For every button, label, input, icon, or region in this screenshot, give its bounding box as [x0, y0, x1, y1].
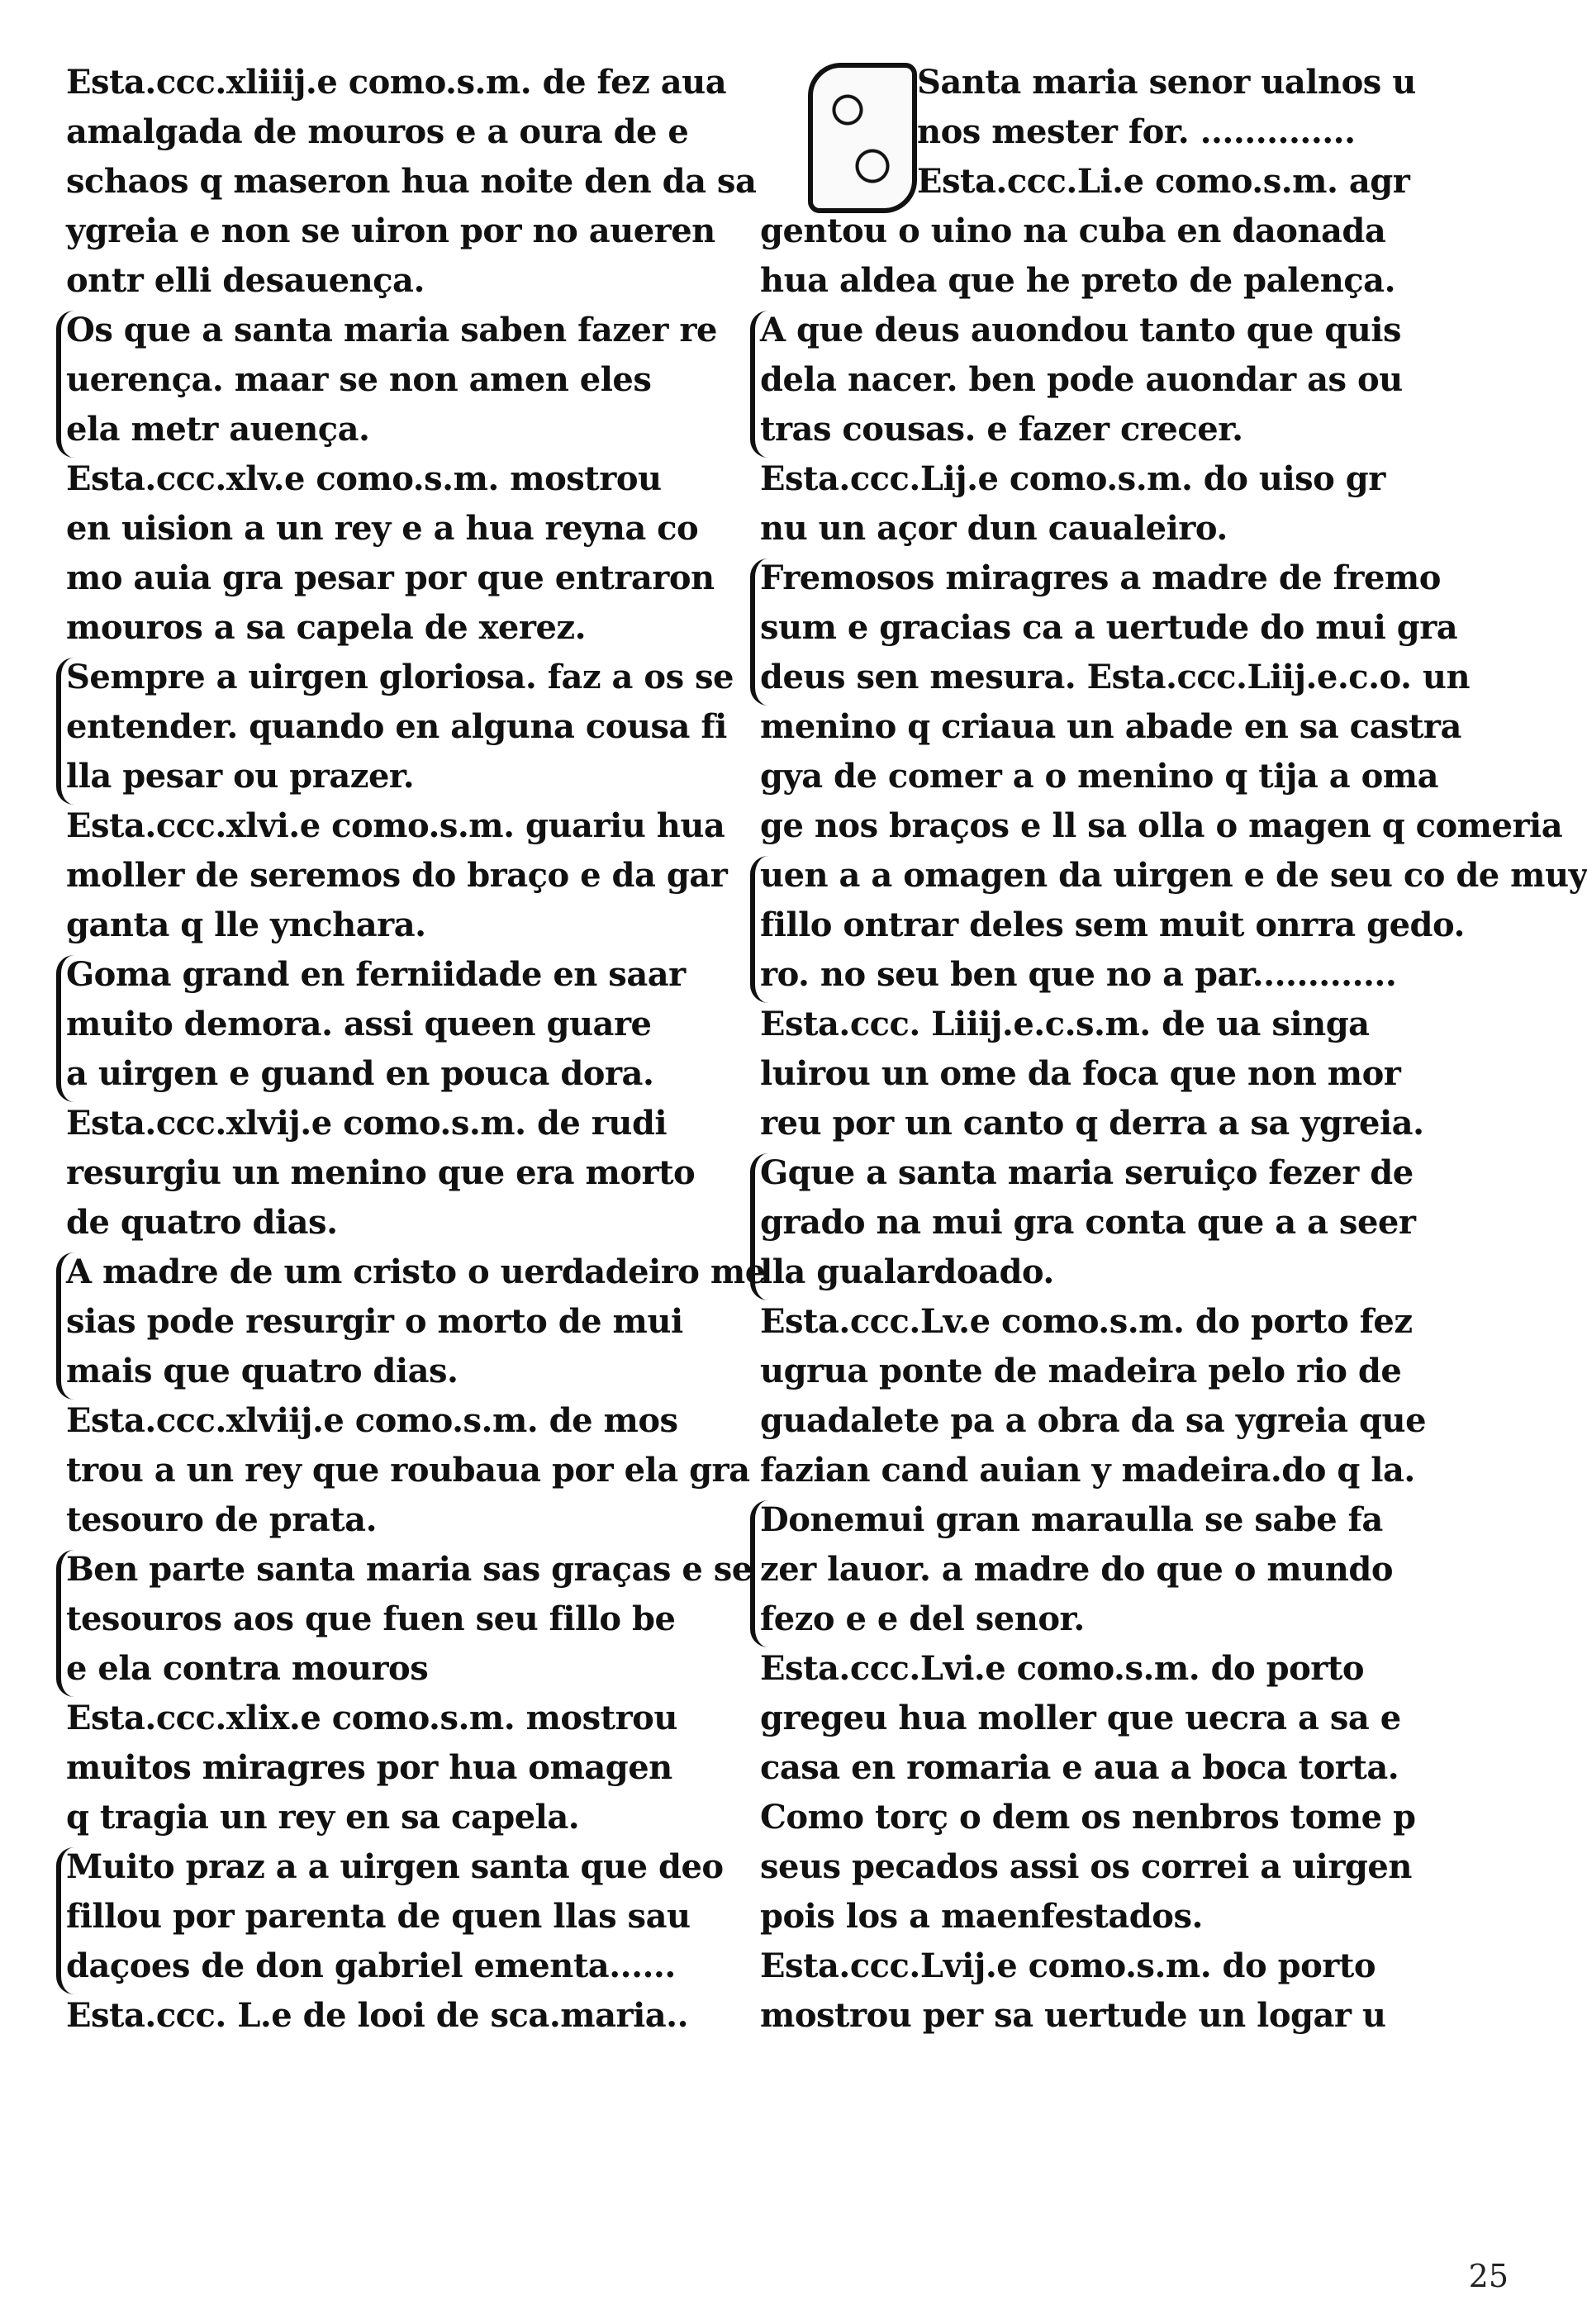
text-line: moller de seremos do braço e da gar — [66, 856, 728, 895]
text-line: uerença. maar se non amen eles — [66, 360, 652, 399]
text-line: menino q criaua un abade en sa castra — [760, 707, 1461, 746]
text-line: schaos q maseron hua noite den da sa — [66, 162, 757, 201]
text-line: gya de comer a o menino q tija a oma — [760, 757, 1439, 796]
text-line: Muito praz a a uirgen santa que deo — [66, 1842, 744, 1892]
text-line: lla gualardoado. — [760, 1252, 1054, 1291]
text-line: Esta.ccc.xlviij.e como.s.m. de mos — [66, 1401, 678, 1440]
text-line: ygreia e non se uiron por no aueren — [66, 211, 715, 250]
text-line: nos mester for. .............. — [917, 112, 1356, 151]
text-line: ela metr auença. — [66, 410, 370, 449]
text-line: deus sen mesura. Esta.ccc.Liij.e.c.o. un — [760, 658, 1471, 696]
text-line: mais que quatro dias. — [66, 1352, 459, 1390]
text-line: e ela contra mouros — [66, 1649, 429, 1688]
text-line: q tragia un rey en sa capela. — [66, 1798, 580, 1837]
text-line: Sempre a uirgen gloriosa. faz a os se — [66, 653, 744, 702]
page-number: 25 — [1468, 2258, 1509, 2294]
text-line: tesouro de prata. — [66, 1500, 378, 1539]
text-line: ro. no seu ben que no a par............. — [760, 955, 1397, 994]
text-line: Santa maria senor ualnos u — [917, 63, 1416, 102]
text-line: Esta.ccc.Lv.e como.s.m. do porto fez — [760, 1302, 1413, 1341]
text-line: Esta.ccc. Liiij.e.c.s.m. de ua singa — [760, 1005, 1370, 1043]
text-line: tras cousas. e fazer crecer. — [760, 410, 1243, 449]
text-line: ontr elli desauença. — [66, 261, 425, 300]
text-line: Esta.ccc.Lij.e como.s.m. do uiso gr — [760, 459, 1385, 498]
text-line: Esta.ccc.Lvij.e como.s.m. do porto — [760, 1946, 1376, 1985]
text-line: Esta.ccc.xlix.e como.s.m. mostrou — [66, 1699, 677, 1737]
text-line: A madre de um cristo o uerdadeiro me — [66, 1248, 744, 1297]
text-line: zer lauor. a madre do que o mundo — [760, 1550, 1394, 1589]
text-line: amalgada de mouros e a oura de e — [66, 112, 689, 151]
text-line: luirou un ome da foca que non mor — [760, 1054, 1401, 1093]
text-line: Esta.ccc. L.e de looi de sca.maria.. — [66, 1996, 689, 2035]
text-line: Esta.ccc.xlvij.e como.s.m. de rudi — [66, 1104, 668, 1143]
text-line: seus pecados assi os correi a uirgen — [760, 1847, 1412, 1886]
text-line: reu por un canto q derra a sa ygreia. — [760, 1104, 1424, 1143]
text-line: hua aldea que he preto de palença. — [760, 261, 1395, 300]
text-line: lla pesar ou prazer. — [66, 757, 415, 796]
text-line: Esta.ccc.Lvi.e como.s.m. do porto — [760, 1649, 1365, 1688]
text-line: en uision a un rey e a hua reyna co — [66, 509, 699, 548]
text-line: muitos miragres por hua omagen — [66, 1748, 672, 1787]
text-line: A que deus auondou tanto que quis — [760, 306, 1437, 355]
text-line: fillo ontrar deles sem muit onrra gedo. — [760, 905, 1465, 944]
text-line: ugrua ponte de madeira pelo rio de — [760, 1352, 1402, 1390]
text-line: casa en romaria e aua a boca torta. — [760, 1748, 1399, 1787]
text-line: entender. quando en alguna cousa fi — [66, 707, 727, 746]
text-line: mo auia gra pesar por que entraron — [66, 558, 715, 597]
text-line: Esta.ccc.xlv.e como.s.m. mostrou — [66, 459, 662, 498]
text-line: Donemui gran maraulla se sabe fa — [760, 1495, 1437, 1545]
text-line: grado na mui gra conta que a a seer — [760, 1203, 1416, 1242]
text-line: Gque a santa maria seruiço fezer de — [760, 1148, 1437, 1198]
text-line: ganta q lle ynchara. — [66, 905, 426, 944]
text-line: nu un açor dun caualeiro. — [760, 509, 1228, 548]
text-line: uen a a omagen da uirgen e de seu co de muy — [760, 851, 1437, 901]
text-line: Esta.ccc.Li.e como.s.m. agr — [917, 162, 1410, 201]
text-line: muito demora. assi queen guare — [66, 1005, 652, 1043]
text-line: fillou por parenta de quen llas sau — [66, 1897, 691, 1936]
text-line: sum e gracias ca a uertude do mui gra — [760, 608, 1458, 647]
text-line: mouros a sa capela de xerez. — [66, 608, 587, 647]
text-line: ge nos braços e ll sa olla o magen q comeria — [760, 806, 1563, 845]
text-line: pois los a maenfestados. — [760, 1897, 1203, 1936]
text-line: gentou o uino na cuba en daonada — [760, 211, 1386, 250]
text-line: trou a un rey que roubaua por ela gra — [66, 1451, 750, 1490]
text-line: Fremosos miragres a madre de fremo — [760, 554, 1437, 603]
text-line: fezo e e del senor. — [760, 1599, 1085, 1638]
text-line: Os que a santa maria saben fazer re — [66, 306, 744, 355]
text-line: sias pode resurgir o morto de mui — [66, 1302, 683, 1341]
text-line: Goma grand en ferniidade en saar — [66, 950, 744, 1000]
text-line: Esta.ccc.xliiij.e como.s.m. de fez aua — [66, 63, 727, 102]
text-line: a uirgen e guand en pouca dora. — [66, 1054, 654, 1093]
text-line: Esta.ccc.xlvi.e como.s.m. guariu hua — [66, 806, 725, 845]
text-line: tesouros aos que fuen seu fillo be — [66, 1599, 676, 1638]
text-line: daçoes de don gabriel ementa...... — [66, 1946, 676, 1985]
text-line: fazian cand auian y madeira.do q la. — [760, 1451, 1415, 1490]
right-column — [760, 58, 1587, 2041]
text-line: mostrou per sa uertude un logar u — [760, 1996, 1386, 2035]
text-line: guadalete pa a obra da sa ygreia que — [760, 1401, 1427, 1440]
text-line: resurgiu un menino que era morto — [66, 1153, 696, 1192]
text-line: Como torç o dem os nenbros tome p — [760, 1798, 1416, 1837]
text-line: de quatro dias. — [66, 1203, 338, 1242]
text-line: dela nacer. ben pode auondar as ou — [760, 360, 1403, 399]
text-line: gregeu hua moller que uecra a sa e — [760, 1699, 1401, 1737]
text-line: Ben parte santa maria sas graças e se — [66, 1545, 744, 1594]
left-column — [66, 58, 766, 2041]
